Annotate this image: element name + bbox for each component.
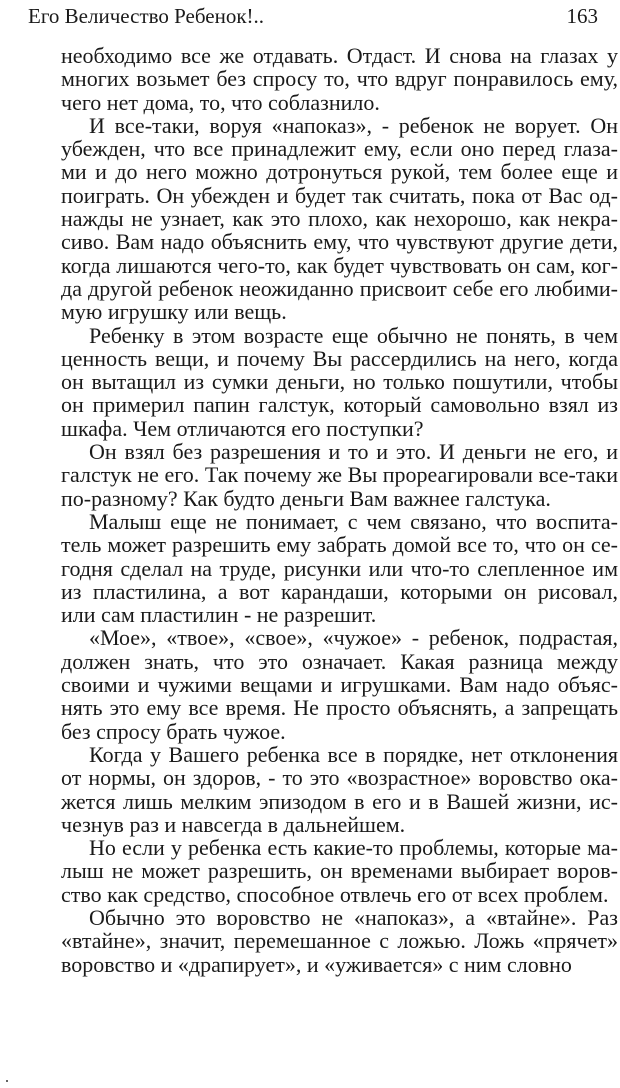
- text-line: сиво. Вам надо объяснить ему, что чувствуют другие дети,: [61, 229, 618, 255]
- text-line: Он взял без разрешения и то и это. И деньги не его, и: [89, 439, 618, 465]
- text-line: ми и до него можно дотронуться рукой, тем более еще и: [61, 159, 618, 185]
- text-line: должен знать, что это означает. Какая разница между: [61, 648, 618, 674]
- text-line: нять это ему все время. Не просто объяснять, а запрещать: [61, 695, 618, 721]
- text-line: Но если у ребенка есть какие-то проблемы, которые ма-: [89, 835, 618, 861]
- paragraph: [61, 626, 618, 742]
- text-line: чезнув раз и навсегда в дальнейшем.: [61, 811, 406, 837]
- text-line: воровство и «драпирует», и «уживается» с ним словно: [61, 951, 572, 977]
- text-line: или сам пластилин - не разрешит.: [61, 602, 377, 628]
- text-line: из пластилина, а вот карандаши, которыми он рисовал,: [61, 578, 618, 604]
- text-line: необходимо все же отдавать. Отдаст. И снова на глазах у: [61, 43, 618, 68]
- running-title: Его Величество Ребенок!..: [28, 4, 265, 28]
- text-line: по-разному? Как будто деньги Вам важнее галстука.: [61, 485, 551, 511]
- text-line: нажды не узнает, как это плохо, как нехорошо, как некра-: [61, 206, 618, 232]
- text-line: он вытащил из сумки деньги, но только пошутили, чтобы: [61, 369, 618, 395]
- paragraph: [61, 906, 618, 976]
- text-line: шкафа. Чем отличаются его поступки?: [61, 415, 424, 441]
- running-header: [28, 2, 598, 30]
- paragraph: [61, 836, 618, 906]
- text-line: галстук не его. Так почему же Вы прореагировали все-таки: [61, 462, 618, 488]
- text-line: многих возьмет без спросу то, что вдруг понравилось ему,: [61, 66, 618, 92]
- text-line: Ребенку в этом возрасте еще обычно не понять, в чем: [89, 322, 618, 348]
- paragraph: [61, 440, 618, 510]
- text-line: когда лишаются чего-то, как будет чувствовать он сам, ког-: [61, 252, 618, 278]
- text-line: «Мое», «твое», «свое», «чужое» - ребенок, подрастая,: [89, 625, 618, 651]
- paragraph: [61, 114, 618, 324]
- text-line: ценность вещи, и почему Вы рассердились на него, когда: [61, 345, 618, 371]
- text-line: мую игрушку или вещь.: [61, 299, 287, 325]
- text-line: поиграть. Он убежден и будет так считать, пока от Вас од-: [61, 182, 618, 208]
- text-line: годня сделал на труде, рисунки или что-то слепленное им: [61, 555, 618, 581]
- text-line: без спросу брать чужое.: [61, 718, 286, 744]
- text-line: ство как средство, способное отвлечь его от всех проблем.: [61, 881, 609, 907]
- paragraph: [61, 510, 618, 626]
- scan-speck: [6, 1080, 8, 1082]
- text-line: Малыш еще не понимает, с чем связано, что воспита-: [89, 508, 618, 534]
- paragraph: [61, 324, 618, 440]
- text-line: Обычно это воровство не «напоказ», а «втайне». Раз: [89, 904, 618, 930]
- text-line: чего нет дома, то, что соблазнило.: [61, 89, 380, 115]
- paragraph: [61, 743, 618, 836]
- text-line: он примерил папин галстук, который самовольно взял из: [61, 392, 618, 418]
- text-line: своими и чужими вещами и игрушками. Вам надо объяс-: [61, 672, 618, 698]
- text-line: от нормы, он здоров, - то это «возрастное» воровство ока-: [61, 765, 618, 791]
- text-line: да другой ребенок неожиданно присвоит себе его любими-: [61, 275, 618, 301]
- body-text: [61, 44, 618, 976]
- text-line: Когда у Вашего ребенка все в порядке, нет отклонения: [89, 741, 618, 767]
- page-number: 163: [566, 4, 598, 28]
- text-line: убежден, что все принадлежит ему, если оно перед глаза-: [61, 136, 618, 162]
- text-line: тель может разрешить ему забрать домой все то, что он се-: [61, 532, 618, 558]
- text-line: «втайне», значит, перемешанное с ложью. Ложь «прячет»: [61, 928, 618, 954]
- text-line: И все-таки, воруя «напоказ», - ребенок не ворует. Он: [89, 112, 618, 138]
- paragraph: [61, 44, 618, 114]
- text-line: жется лишь мелким эпизодом в его и в Вашей жизни, ис-: [61, 788, 618, 814]
- text-line: лыш не может разрешить, он временами выбирает воров-: [61, 858, 618, 884]
